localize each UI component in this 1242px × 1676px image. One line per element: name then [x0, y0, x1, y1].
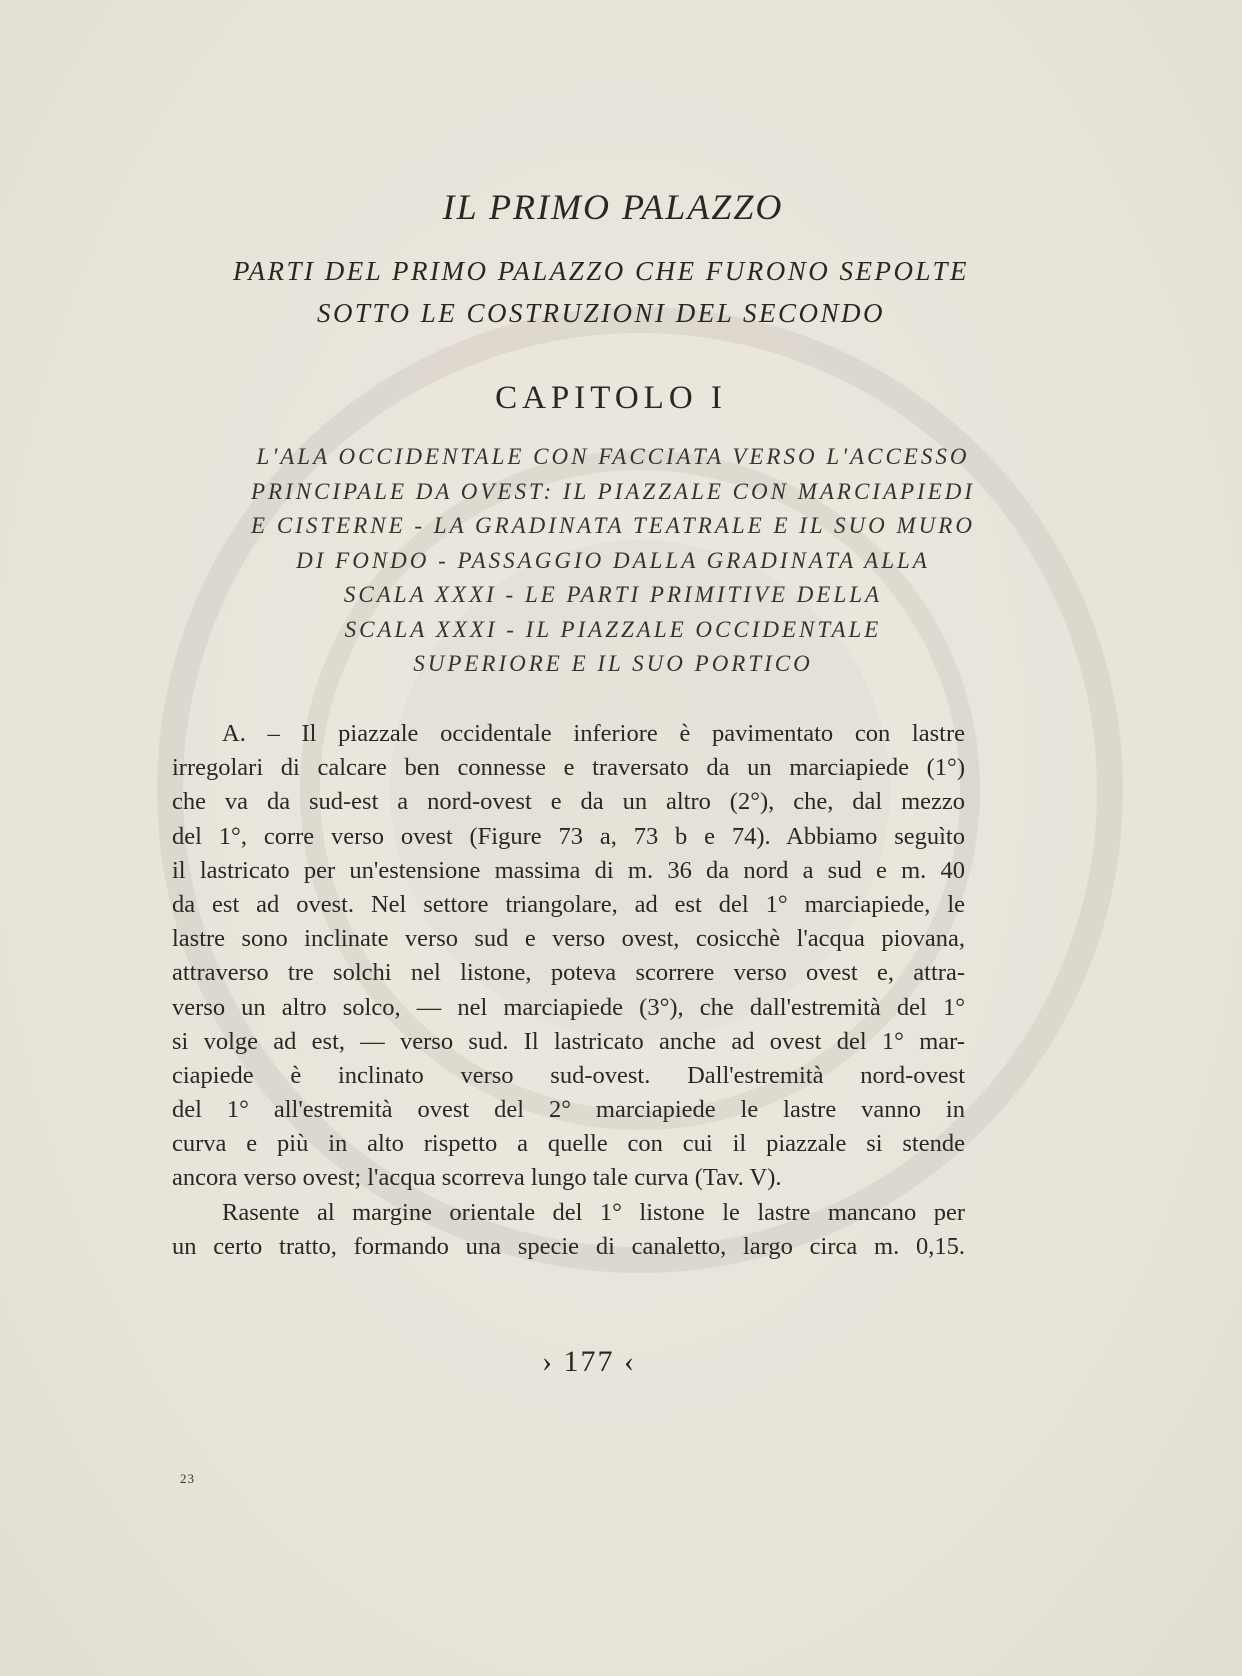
chapter-summary	[0, 440, 1242, 682]
chapter-summary-line: DI FONDO - PASSAGGIO DALLA GRADINATA ALLA	[296, 547, 930, 573]
body-line: attraverso tre solchi nel listone, poteva scorrere verso ovest e, attra-	[172, 959, 965, 987]
page-number: › 177 ‹	[542, 1345, 636, 1378]
chapter-summary-line: E CISTERNE - LA GRADINATA TEATRALE E IL SUO MURO	[251, 513, 975, 538]
body-line: A. – Il piazzale occidentale inferiore è pavimentato con lastre	[222, 720, 965, 747]
body-paragraphs	[172, 717, 965, 1264]
body-line: lastre sono inclinate verso sud e verso ovest, cosicchè l'acqua piovana,	[172, 925, 965, 953]
body-line: ciapiede è inclinato verso sud-ovest. Dall'estremità nord-ovest	[172, 1061, 965, 1089]
chapter-summary-line: SCALA XXXI - IL PIAZZALE OCCIDENTALE	[344, 616, 882, 642]
body-line: curva e più in alto rispetto a quelle con cui il piazzale si stende	[172, 1130, 965, 1158]
part-subtitle-line: SOTTO LE COSTRUZIONI DEL SECONDO	[316, 298, 886, 328]
body-line: irregolari di calcare ben connesse e traversato da un marciapiede (1°)	[172, 754, 965, 782]
part-subtitle-line: PARTI DEL PRIMO PALAZZO CHE FURONO SEPOLTE	[233, 256, 969, 286]
body-line: del 1° all'estremità ovest del 2° marciapiede le lastre vanno in	[172, 1096, 965, 1124]
body-line: un certo tratto, formando una specie di canaletto, largo circa m. 0,15.	[172, 1232, 965, 1260]
body-line: che va da sud-est a nord-ovest e da un altro (2°), che, dal mezzo	[172, 788, 965, 816]
body-line: si volge ad est, — verso sud. Il lastricato anche ad ovest del 1° mar-	[172, 1027, 965, 1055]
chapter-summary-line: SUPERIORE E IL SUO PORTICO	[413, 651, 813, 676]
body-line: Rasente al margine orientale del 1° listone le lastre mancano per	[222, 1198, 965, 1226]
body-line: il lastricato per un'estensione massima di m. 36 da nord a sud e m. 40	[172, 856, 965, 884]
part-subtitle	[0, 250, 1242, 334]
body-line: da est ad ovest. Nel settore triangolare, ad est del 1° marciapiede, le	[172, 890, 965, 918]
body-line: verso un altro solco, — nel marciapiede (3°), che dall'estremità del 1°	[172, 993, 965, 1021]
signature-mark: 23	[180, 1471, 195, 1486]
body-line: ancora verso ovest; l'acqua scorreva lungo tale curva (Tav. V).	[172, 1164, 782, 1192]
body-line: del 1°, corre verso ovest (Figure 73 a, 73 b e 74). Abbiamo seguìto	[172, 822, 965, 850]
chapter-heading: CAPITOLO I	[495, 380, 727, 416]
part-title: IL PRIMO PALAZZO	[442, 187, 784, 227]
chapter-summary-line: PRINCIPALE DA OVEST: IL PIAZZALE CON MARCIAPIEDI	[250, 478, 976, 504]
chapter-summary-line: L'ALA OCCIDENTALE CON FACCIATA VERSO L'ACCESSO	[256, 444, 970, 469]
chapter-summary-line: SCALA XXXI - LE PARTI PRIMITIVE DELLA	[343, 582, 883, 607]
